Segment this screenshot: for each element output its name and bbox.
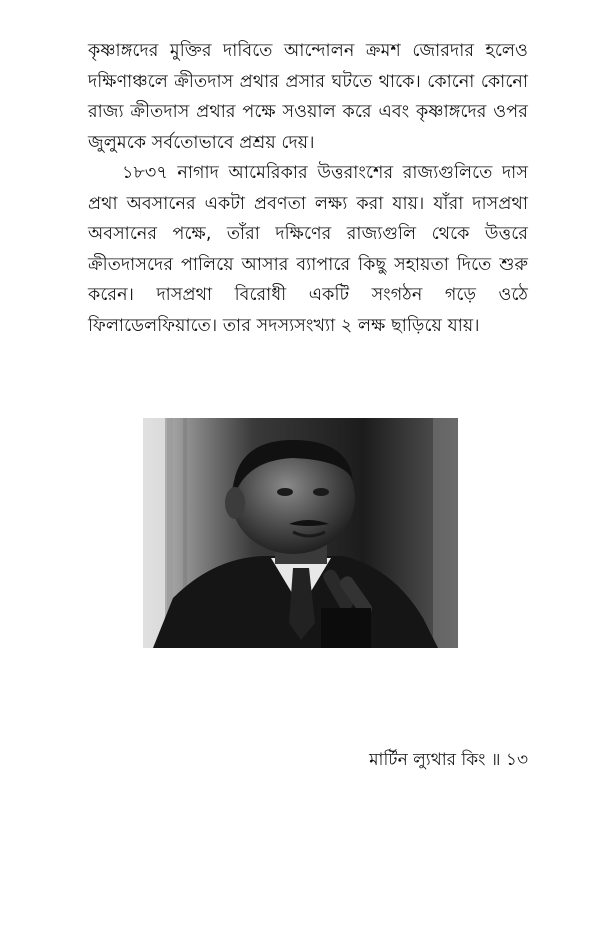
body-text	[88, 36, 528, 341]
portrait-photo	[143, 418, 458, 648]
paragraph: ১৮৩৭ নাগাদ আমেরিকার উত্তরাংশের রাজ্যগুলিতে দাস প্রথা অবসানের একটা প্রবণতা লক্ষ্য করা যায়। যাঁরা দাসপ্রথা অবসানের পক্ষে, তাঁরা দক্ষিণের রাজ্যগুলি থেকে উত্তরে ক্রীতদাসদের পালিয়ে আসার ব্যাপারে কিছু সহায়তা দিতে শুরু করেন। দাসপ্রথা বিরোধী একটি সংগঠন গড়ে ওঠে ফিলাডেলফিয়াতে। তার সদস্যসংখ্যা ২ লক্ষ ছাড়িয়ে যায়।	[88, 163, 528, 336]
paragraph: কৃষ্ণাঙ্গদের মুক্তির দাবিতে আন্দোলন ক্রমশ জোরদার হলেও দক্ষিণাঞ্চলে ক্রীতদাস প্রথার প্রসার ঘটতে থাকে। কোনো কোনো রাজ্য ক্রীতদাস প্রথার পক্ষে সওয়াল করে এবং কৃষ্ণাঙ্গদের ওপর জুলুমকে সর্বতোভাবে প্রশ্রয় দেয়।	[88, 41, 528, 153]
page-footer: মার্টিন ল্যুথার কিং ॥ ১৩	[369, 750, 528, 770]
